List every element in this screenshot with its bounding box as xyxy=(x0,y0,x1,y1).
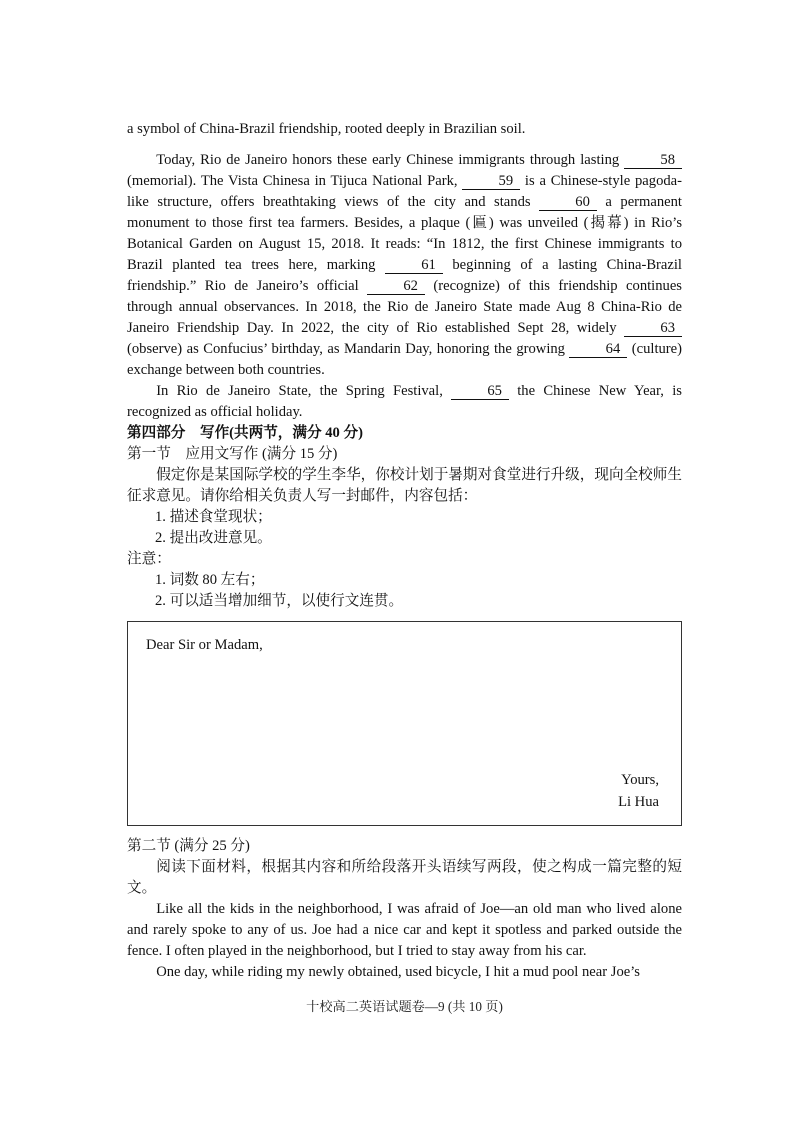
paragraph: 阅读下面材料，根据其内容和所给段落开头语续写两段，使之构成一篇完整的短文。 xyxy=(127,859,682,896)
blank-60: 60 xyxy=(539,195,597,211)
paragraph: One day, while riding my newly obtained, used bicycle, I hit a mud pool near Joe’s xyxy=(156,964,640,980)
letter-salutation: Dear Sir or Madam, xyxy=(146,637,263,653)
blank-61: 61 xyxy=(385,258,443,274)
blank-64: 64 xyxy=(569,342,627,358)
blank-59: 59 xyxy=(462,174,520,190)
blank-58: 58 xyxy=(624,153,682,169)
subsection-heading: 第二节 (满分 25 分) xyxy=(127,838,250,854)
list-item: 2. 可以适当增加细节，以使行文连贯。 xyxy=(155,593,404,609)
blank-63: 63 xyxy=(624,321,682,337)
answer-box xyxy=(127,621,682,826)
list-item: 2. 提出改进意见。 xyxy=(155,530,272,546)
letter-closing: Yours, xyxy=(621,772,659,788)
blank-65: 65 xyxy=(451,384,509,400)
paragraph: 假定你是某国际学校的学生李华，你校计划于暑期对食堂进行升级，现向全校师生征求意见。请你给相关负责人写一封邮件，内容包括： xyxy=(127,467,682,504)
list-item: 1. 词数 80 左右； xyxy=(155,572,265,588)
subsection-heading: 第一节 应用文写作 (满分 15 分) xyxy=(127,446,338,462)
paragraph: 注意： xyxy=(127,551,171,567)
letter-signature xyxy=(618,769,659,813)
page-footer: 十校高二英语试题卷—9 (共 10 页) xyxy=(306,999,503,1014)
document-content xyxy=(127,119,682,983)
paragraph: Like all the kids in the neighborhood, I was afraid of Joe—an old man who lived alone and rarely spoke to any of us. Joe had a nice car and kept it spotless and parked outside the fence. I often played in the neighborhood, but I tried to stay away from his car. xyxy=(127,901,682,959)
paragraph: In Rio de Janeiro State, the Spring Festival, 65 the Chinese New Year, is recognized as official holiday. xyxy=(127,383,682,420)
paragraph: a symbol of China-Brazil friendship, rooted deeply in Brazilian soil. xyxy=(127,121,526,137)
list-item: 1. 描述食堂现状； xyxy=(155,509,272,525)
section-heading: 第四部分 写作(共两节，满分 40 分) xyxy=(127,425,363,441)
letter-name: Li Hua xyxy=(618,794,659,810)
blank-62: 62 xyxy=(367,279,425,295)
paragraph: Today, Rio de Janeiro honors these early Chinese immigrants through lasting 58 (memorial). The Vista Chinesa in Tijuca National Park, 59 is a Chinese-style pagoda-like structure, offers breathtaking views of the city and stands 60 a permanent monument to those first tea farmers. Besides, a plaque (匾) was unveiled (揭幕) in Rio’s Botanical Garden on August 15, 2018. It reads: “In 1812, the first Chinese immigrants to Brazil planted tea trees here, marking 61 beginning of a lasting China-Brazil friendship.” Rio de Janeiro’s official 62 (recognize) of this friendship continues through annual observances. In 2018, the Rio de Janeiro State made Aug 8 China-Rio de Janeiro Friendship Day. In 2022, the city of Rio established Sept 28, widely 63 (observe) as Confucius’ birthday, as Mandarin Day, honoring the growing 64 (culture) exchange between both countries. xyxy=(127,152,683,378)
